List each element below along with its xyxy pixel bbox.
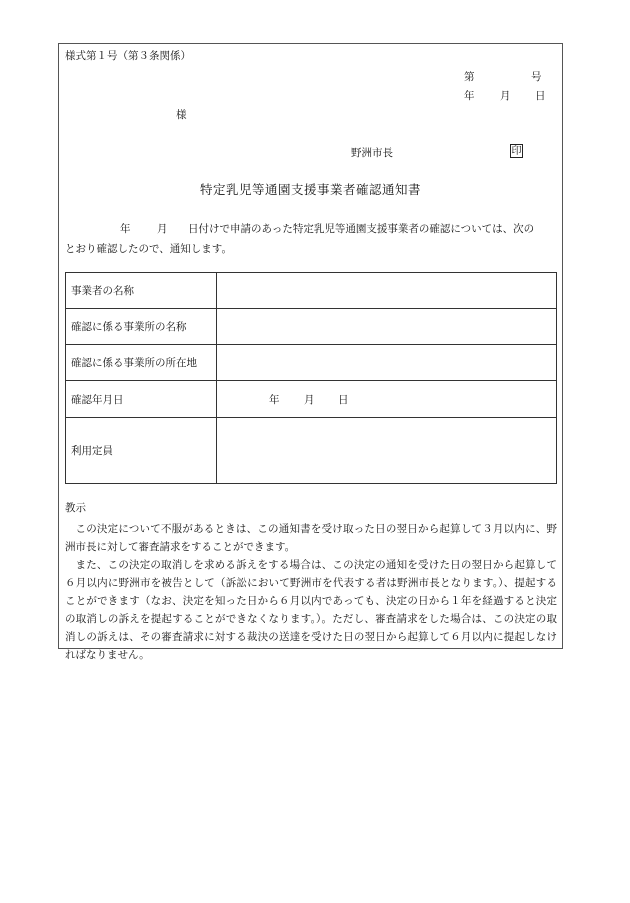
row-label-office-address: 確認に係る事業所の所在地 — [66, 345, 217, 381]
row-value-capacity[interactable] — [217, 418, 557, 484]
intro-text — [65, 219, 557, 259]
table-row — [66, 418, 557, 484]
table-row — [66, 381, 557, 418]
intro-line1-rest: 日付けで申請のあった特定乳児等通園支援事業者の確認については、次の — [188, 223, 535, 235]
intro-month: 月 — [157, 223, 168, 235]
issue-date-month: 月 — [500, 90, 511, 102]
intro-year: 年 — [120, 223, 131, 235]
issue-date-year: 年 — [464, 90, 475, 102]
row-label-office-name: 確認に係る事業所の名称 — [66, 309, 217, 345]
row-label-confirmation-date: 確認年月日 — [66, 381, 217, 418]
row-label-business-name: 事業者の名称 — [66, 273, 217, 309]
issue-date-day: 日 — [535, 90, 546, 102]
form-frame — [58, 43, 563, 661]
notice-body — [65, 520, 557, 664]
row-label-capacity: 利用定員 — [66, 418, 217, 484]
seal-mark: 印 — [511, 146, 522, 157]
number-suffix: 号 — [531, 71, 542, 83]
notice-heading: 教示 — [65, 502, 86, 514]
confirmation-date-year: 年 — [269, 394, 280, 406]
row-value-office-address[interactable] — [217, 345, 557, 381]
row-value-office-name[interactable] — [217, 309, 557, 345]
info-table — [65, 272, 557, 484]
notice-paragraph-1: この決定について不服があるときは、この通知書を受け取った日の翌日から起算して３月以内に、野洲市長に対して審査請求をすることができます。 — [65, 523, 557, 553]
row-value-business-name[interactable] — [217, 273, 557, 309]
confirmation-date-month: 月 — [304, 394, 315, 406]
notice-paragraph-2: また、この決定の取消しを求める訴えをする場合は、この決定の通知を受けた日の翌日から起算して６月以内に野洲市を被告として（訴訟において野洲市を代表する者は野洲市長となります。）、提起することができます（なお、決定を知った日から６月以内であっても、決定の日から１年を経過すると決定の取消しの訴えを提起することができなくなります。）。ただし、審査請求をした場合は、この決定の取消しの訴えは、その審査請求に対する裁決の送達を受けた日の翌日から起算して６月以内に提起しなければなりません。 — [65, 559, 557, 661]
addressee-suffix: 様 — [176, 109, 187, 121]
row-value-confirmation-date[interactable] — [217, 381, 557, 418]
table-row — [66, 309, 557, 345]
confirmation-date-day: 日 — [338, 394, 349, 406]
table-row — [66, 345, 557, 381]
table-row — [66, 273, 557, 309]
document-title: 特定乳児等通園支援事業者確認通知書 — [199, 182, 421, 197]
issuer-name: 野洲市長 — [351, 147, 393, 159]
form-label: 様式第１号（第３条関係） — [65, 50, 191, 62]
number-prefix: 第 — [464, 71, 475, 83]
intro-line2: とおり確認したので、通知します。 — [65, 243, 232, 255]
